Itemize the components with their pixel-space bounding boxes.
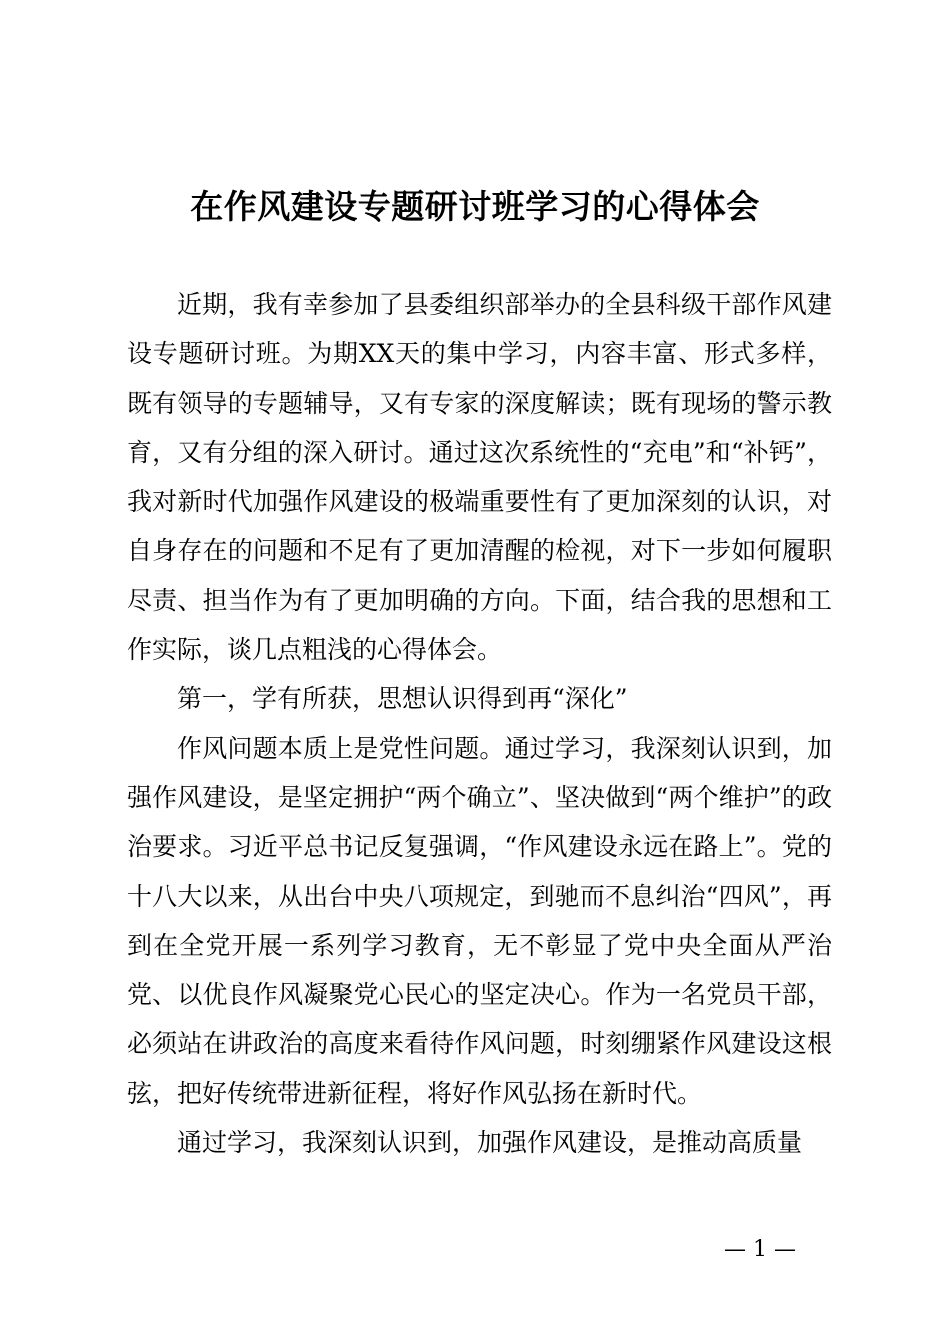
- paragraph-intro: 近期，我有幸参加了县委组织部举办的全县科级干部作风建设专题研讨班。为期XX天的集中学习，内容丰富、形式多样，既有领导的专题辅导，又有专家的深度解读；既有现场的警示教育，又有分组的深入研讨。通过这次系统性的“充电”和“补钙”，我对新时代加强作风建设的极端重要性有了更加深刻的认识，对自身存在的问题和不足有了更加清醒的检视，对下一步如何履职尽责、担当作为有了更加明确的方向。下面，结合我的思想和工作实际，谈几点粗浅的心得体会。: [127, 290, 832, 665]
- paragraph-high-quality: 通过学习，我深刻认识到，加强作风建设，是推动高质量: [177, 1128, 803, 1158]
- paragraph-conduct-politics: 作风问题本质上是党性问题。通过学习，我深刻认识到，加强作风建设，是坚定拥护“两个确立”、坚决做到“两个维护”的政治要求。习近平总书记反复强调，“作风建设永远在路上”。党的十八大以来，从出台中央八项规定，到驰而不息纠治“四风”，再到在全党开展一系列学习教育，无不彰显了党中央全面从严治党、以优良作风凝聚党心民心的坚定决心。作为一名党员干部，必须站在讲政治的高度来看待作风问题，时刻绷紧作风建设这根弦，把好传统带进新征程，将好作风弘扬在新时代。: [127, 733, 832, 1108]
- page-number: — 1 —: [724, 1237, 796, 1262]
- section-heading-first: 第一，学有所获，思想认识得到再“深化”: [177, 684, 628, 714]
- document-title: 在作风建设专题研讨班学习的心得体会: [190, 187, 760, 226]
- document-body: [127, 280, 832, 1167]
